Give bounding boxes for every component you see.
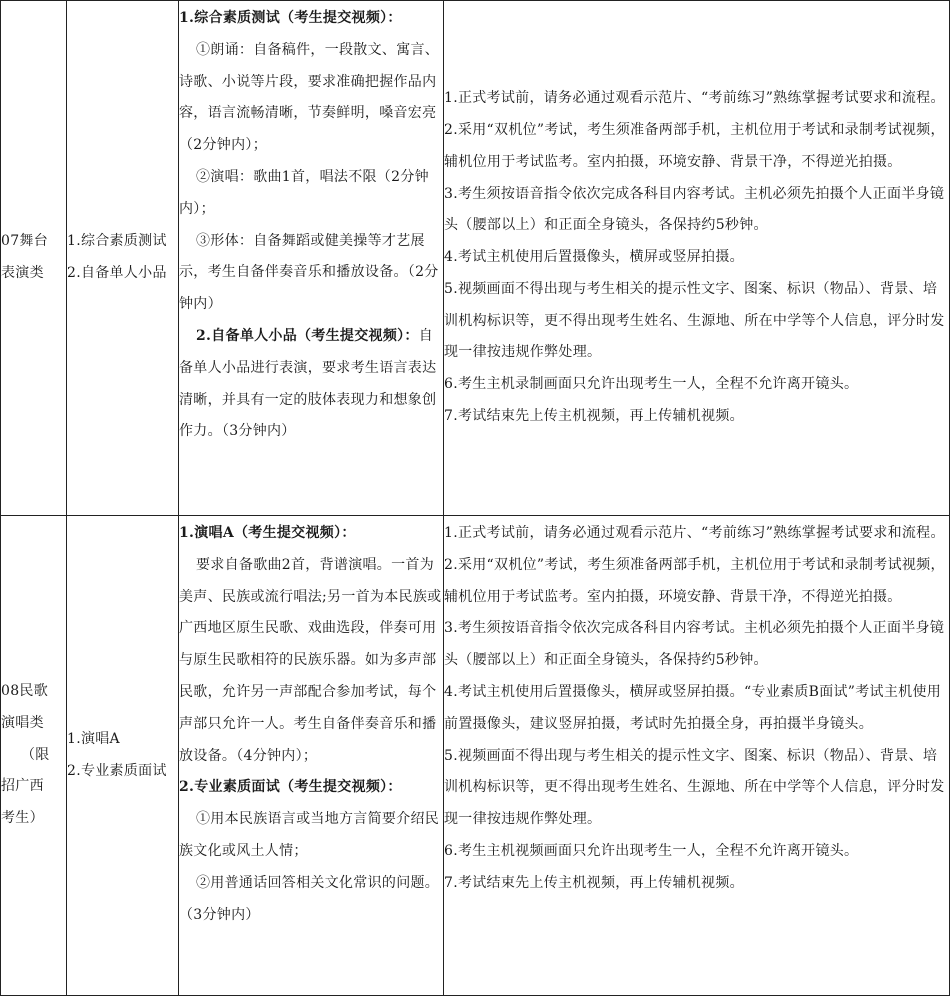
requirement-item: 3.考生须按语音指令依次完成各科目内容考试。主机必须先拍摄个人正面半身镜头（腰部以上）和正面全身镜头，各保持约5秒钟。 <box>444 185 945 234</box>
content-heading: 2.专业素质面试（考生提交视频）： <box>179 779 402 796</box>
requirement-item: 4.考试主机使用后置摄像头，横屏或竖屏拍摄。“专业素质B面试”考试主机使用前置摄像头，建议竖屏拍摄，考试时先拍摄全身，再拍摄半身镜头。 <box>444 683 942 732</box>
requirement-item: 5.视频画面不得出现与考生相关的提示性文字、图案、标识（物品）、背景、培训机构标识等，更不得出现考生姓名、生源地、所在中学等个人信息，评分时发现一律按违规作弊处理。 <box>444 280 945 361</box>
subject-item: 2.专业素质面试 <box>67 762 167 779</box>
subject-item: 1.演唱A <box>67 730 120 747</box>
category-cell <box>1 516 67 996</box>
content-cell <box>179 516 444 996</box>
content-heading: 1.演唱A（考生提交视频）： <box>179 525 356 541</box>
content-paragraph: 要求自备歌曲2首，背谱演唱。一首为美声、民族或流行唱法;另一首为本民族或广西地区原生民歌、戏曲选段，伴奏可用与原生民歌相符的民族乐器。如为多声部民歌，允许另一声部配合参加考试，每个声部只允许一人。考生自备伴奏音乐和播放设备。（4分钟内）； <box>179 556 442 764</box>
table-row <box>1 1 950 516</box>
content-paragraph: ③形体：自备舞蹈或健美操等才艺展示，考生自备伴奏音乐和播放设备。（2分钟内） <box>179 232 439 313</box>
category-cell <box>1 1 67 516</box>
content-heading: 1.综合素质测试（考生提交视频）： <box>179 10 402 26</box>
category-line: 表演类 <box>1 265 44 281</box>
requirement-item: 7.考试结束先上传主机视频，再上传辅机视频。 <box>444 408 744 425</box>
content-paragraph: ①用本民族语言或当地方言简要介绍民族文化或风土人情； <box>179 811 440 859</box>
requirement-item: 3.考生须按语音指令依次完成各科目内容考试。主机必须先拍摄个人正面半身镜头（腰部以上）和正面全身镜头，各保持约5秒钟。 <box>444 620 945 669</box>
requirement-item: 7.考试结束先上传主机视频，再上传辅机视频。 <box>444 874 744 891</box>
category-line: 07舞台 <box>1 233 49 250</box>
content-heading: 2.自备单人小品（考生提交视频）： <box>196 327 419 344</box>
requirements-cell <box>444 1 950 516</box>
requirements-cell <box>444 516 950 996</box>
requirement-item: 4.考试主机使用后置摄像头，横屏或竖屏拍摄。 <box>444 249 744 266</box>
subjects-cell <box>67 1 179 516</box>
category-line: 招广西 <box>1 778 44 795</box>
category-line: 考生） <box>1 810 44 827</box>
category-line: 演唱类 <box>1 714 44 731</box>
subjects-cell <box>67 516 179 996</box>
subject-item: 1.综合素质测试 <box>67 233 167 250</box>
content-cell <box>179 1 444 516</box>
content-text: 自备单人小品进行表演，要求考生语言表达清晰，并具有一定的肢体表现力和想象创作力。（3分钟内） <box>179 327 437 440</box>
content-paragraph: ①朗诵：自备稿件，一段散文、寓言、诗歌、小说等片段，要求准确把握作品内容，语言流畅清晰，节奏鲜明，嗓音宏亮（2分钟内）； <box>179 41 440 154</box>
requirement-item: 2.采用“双机位”考试，考生须准备两部手机，主机位用于考试和录制考试视频，辅机位用于考试监考。室内拍摄，环境安静、背景干净，不得逆光拍摄。 <box>444 556 945 605</box>
requirement-item: 6.考生主机视频画面只允许出现考生一人，全程不允许离开镜头。 <box>444 842 859 859</box>
category-line: 08民歌 <box>1 683 49 699</box>
category-line: （限 <box>21 746 50 763</box>
requirement-item: 2.采用“双机位”考试，考生须准备两部手机，主机位用于考试和录制考试视频，辅机位用于考试监考。室内拍摄，环境安静、背景干净，不得逆光拍摄。 <box>444 121 945 170</box>
requirement-item: 1.正式考试前，请务必通过观看示范片、“考前练习”熟练掌握考试要求和流程。 <box>444 90 945 107</box>
table-row <box>1 516 950 996</box>
content-paragraph: ②演唱：歌曲1首，唱法不限（2分钟内）； <box>179 168 429 217</box>
requirement-item: 5.视频画面不得出现与考生相关的提示性文字、图案、标识（物品）、背景、培训机构标识等，更不得出现考生姓名、生源地、所在中学等个人信息，评分时发现一律按违规作弊处理。 <box>444 747 945 828</box>
requirement-item: 1.正式考试前，请务必通过观看示范片、“考前练习”熟练掌握考试要求和流程。 <box>444 525 945 541</box>
subject-item: 2.自备单人小品 <box>67 265 167 281</box>
content-paragraph: ②用普通话回答相关文化常识的问题。（3分钟内） <box>179 874 440 923</box>
requirement-item: 6.考生主机录制画面只允许出现考生一人，全程不允许离开镜头。 <box>444 376 859 393</box>
content-paragraph <box>179 321 443 448</box>
